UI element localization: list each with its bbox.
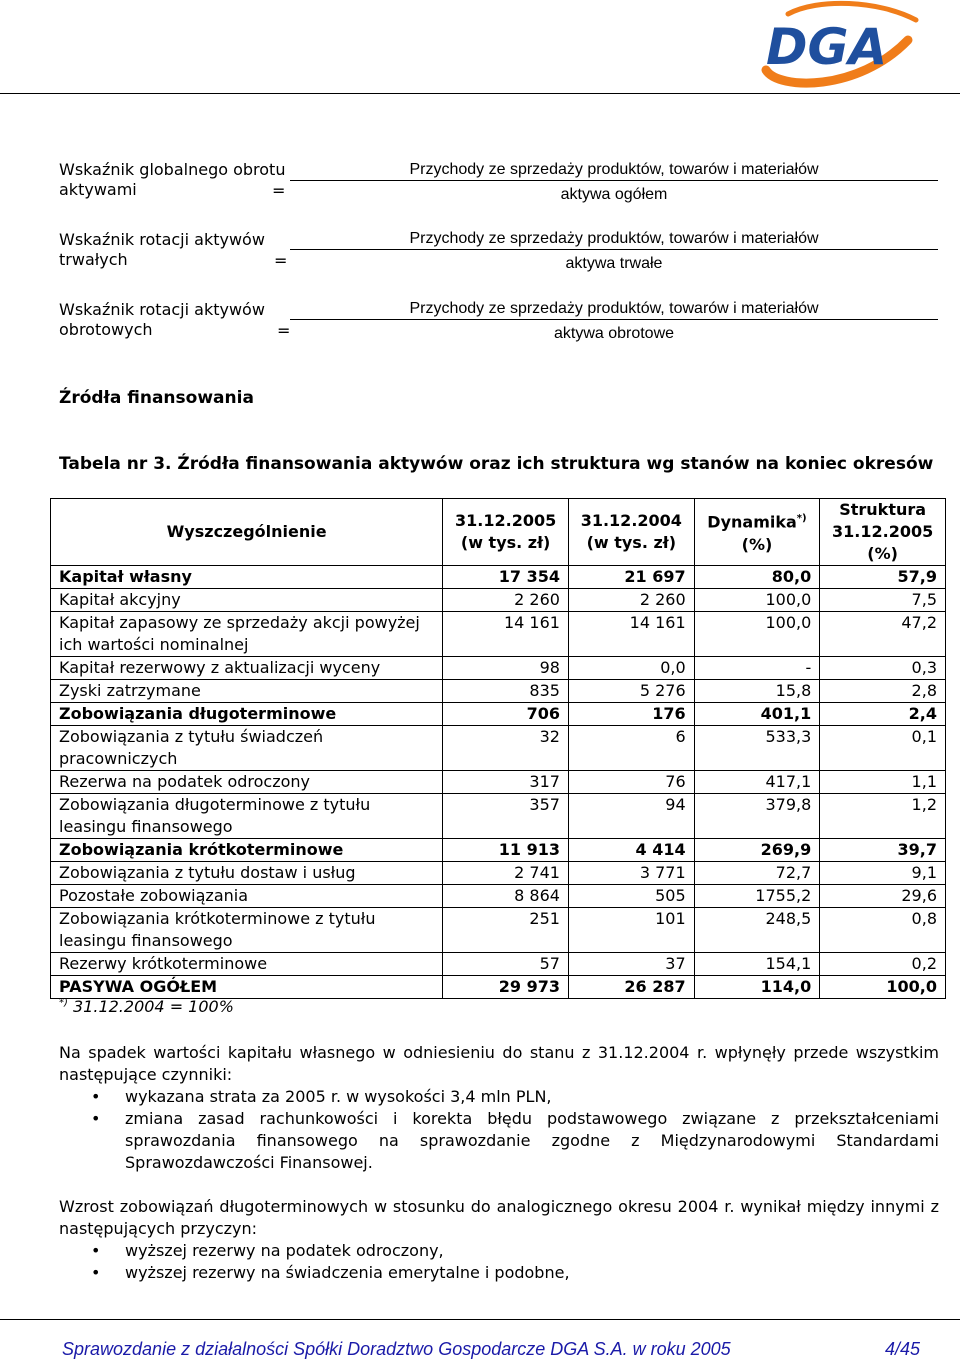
table-row [51,976,946,999]
value-dynamics: 100,0 [694,589,820,612]
value-structure: 29,6 [820,885,946,908]
value-structure: 39,7 [820,839,946,862]
table-footnote [59,997,234,1016]
table-row [51,566,946,589]
value-dynamics: 154,1 [694,953,820,976]
header-line: 31.12.2004 [580,511,682,530]
table-row [51,794,946,839]
value-structure: 0,3 [820,657,946,680]
formula-equals: = [277,321,291,340]
paragraph-liabilities: Wzrost zobowiązań długoterminowych w stosunku do analogicznego okresu 2004 r. wynikał między innymi z następujących przyczyn: [59,1197,939,1238]
value-2004: 4 414 [568,839,694,862]
footer-divider [0,1319,960,1320]
value-dynamics: 72,7 [694,862,820,885]
value-dynamics: 379,8 [694,794,820,839]
value-2004: 3 771 [568,862,694,885]
formula-label-line: trwałych [59,250,128,269]
row-label: Zobowiązania z tytułu dostaw i usług [51,862,443,885]
bullet-list-liabilities [59,1240,939,1284]
value-structure: 57,9 [820,566,946,589]
value-structure: 47,2 [820,612,946,657]
value-2005: 11 913 [443,839,569,862]
value-2005: 8 864 [443,885,569,908]
table-row [51,862,946,885]
header-line: Struktura [839,500,927,519]
table-row [51,657,946,680]
value-2004: 26 287 [568,976,694,999]
value-dynamics: 114,0 [694,976,820,999]
table-row [51,908,946,953]
value-2005: 57 [443,953,569,976]
value-dynamics: 533,3 [694,726,820,771]
table-title: Tabela nr 3. Źródła finansowania aktywów oraz ich struktura wg stanów na koniec okresów [59,454,934,474]
header-line: (w tys. zł) [586,533,677,552]
formula-label-1 [59,160,285,200]
row-label: Zobowiązania długoterminowe z tytułu leasingu finansowego [51,794,443,839]
formula-denominator: aktywa obrotowe [553,325,675,342]
value-2004: 5 276 [568,680,694,703]
value-structure: 0,2 [820,953,946,976]
table-row [51,771,946,794]
value-structure: 7,5 [820,589,946,612]
section-title: Źródła finansowania [59,388,254,408]
row-label: Zyski zatrzymane [51,680,443,703]
paragraph-equity: Na spadek wartości kapitału własnego w odniesieniu do stanu z 31.12.2004 r. wpłynęły przede wszystkim następujące czynniki: [59,1043,939,1084]
financing-sources-table [50,498,946,999]
header-line: (%) [741,534,773,554]
header-line: 31.12.2005 [832,522,934,541]
value-2004: 21 697 [568,566,694,589]
formula-label-line: aktywami [59,180,137,199]
header-2005 [443,499,569,566]
formula-numerator: Przychody ze sprzedaży produktów, towarów i materiałów [409,161,819,178]
value-2005: 14 161 [443,612,569,657]
value-2005: 17 354 [443,566,569,589]
value-structure: 1,2 [820,794,946,839]
value-2004: 0,0 [568,657,694,680]
table-row [51,839,946,862]
value-2005: 32 [443,726,569,771]
fraction-line [290,180,938,181]
formula-equals: = [272,181,286,200]
row-label: Zobowiązania krótkoterminowe z tytułu leasingu finansowego [51,908,443,953]
formula-label-3 [59,300,265,340]
list-item: • wyższej rezerwy na świadczenia emerytalne i podobne, [59,1262,939,1284]
value-2004: 14 161 [568,612,694,657]
formula-numerator: Przychody ze sprzedaży produktów, towarów i materiałów [409,230,819,247]
value-2005: 98 [443,657,569,680]
value-structure: 2,4 [820,703,946,726]
row-label: Kapitał akcyjny [51,589,443,612]
value-2005: 357 [443,794,569,839]
formula-equals: = [274,251,288,270]
header-description: Wyszczególnienie [51,499,443,566]
fraction-line [290,249,938,250]
table-row [51,612,946,657]
header-line: (%) [867,544,898,563]
row-label: Rezerwy krótkoterminowe [51,953,443,976]
header-dynamics [694,499,820,566]
table-row [51,703,946,726]
table-row [51,726,946,771]
value-2005: 706 [443,703,569,726]
table-row [51,589,946,612]
row-label: Kapitał rezerwowy z aktualizacji wyceny [51,657,443,680]
value-2004: 94 [568,794,694,839]
value-2004: 76 [568,771,694,794]
value-2005: 251 [443,908,569,953]
value-dynamics: 15,8 [694,680,820,703]
footnote-marker: *) [59,997,68,1009]
row-label: Zobowiązania krótkoterminowe [51,839,443,862]
header-line [703,508,812,533]
footer-title: Sprawozdanie z działalności Spółki Doradztwo Gospodarcze DGA S.A. w roku 2005 [62,1339,731,1359]
formula-label-2 [59,230,265,270]
value-dynamics: 401,1 [694,703,820,726]
fraction-line [290,319,938,320]
row-label: Zobowiązania długoterminowe [51,703,443,726]
header-structure [820,499,946,566]
value-2005: 317 [443,771,569,794]
footnote-marker: *) [796,513,807,525]
table-row [51,885,946,908]
formula-label-line: Wskaźnik rotacji aktywów [59,300,265,319]
value-2005: 2 260 [443,589,569,612]
header-divider [0,93,960,94]
value-dynamics: 80,0 [694,566,820,589]
value-2004: 176 [568,703,694,726]
value-structure: 1,1 [820,771,946,794]
formula-numerator: Przychody ze sprzedaży produktów, towarów i materiałów [409,300,819,317]
row-label: Kapitał własny [51,566,443,589]
value-2004: 6 [568,726,694,771]
header-line: 31.12.2005 [455,511,557,530]
value-dynamics: 269,9 [694,839,820,862]
value-structure: 2,8 [820,680,946,703]
value-dynamics: 1755,2 [694,885,820,908]
value-2004: 37 [568,953,694,976]
value-2005: 835 [443,680,569,703]
value-2004: 2 260 [568,589,694,612]
list-item: • wyższej rezerwy na podatek odroczony, [59,1240,939,1262]
company-logo [748,0,924,88]
table-row [51,953,946,976]
list-item: • zmiana zasad rachunkowości i korekta błędu podstawowego związane z przekształceniami sprawozdania finansowego na sprawozdanie zgodne z Międzynarodowymi Standardami Sprawozdawczości Finansowej. [59,1108,939,1174]
header-text: Dynamika [707,512,797,532]
table-row [51,680,946,703]
value-2005: 29 973 [443,976,569,999]
table-header-row [51,499,946,566]
row-label: Rezerwa na podatek odroczony [51,771,443,794]
logo-text: DGA [766,18,888,76]
formula-label-line: Wskaźnik rotacji aktywów [59,230,265,249]
formula-denominator: aktywa ogółem [560,186,668,203]
list-item: • wykazana strata za 2005 r. w wysokości 3,4 mln PLN, [59,1086,939,1108]
value-2004: 505 [568,885,694,908]
row-label: Zobowiązania z tytułu świadczeń pracowniczych [51,726,443,771]
value-2004: 101 [568,908,694,953]
value-dynamics: 248,5 [694,908,820,953]
value-structure: 0,1 [820,726,946,771]
value-structure: 100,0 [820,976,946,999]
page-number: 4/45 [884,1339,920,1359]
value-dynamics: 100,0 [694,612,820,657]
footnote-text: 31.12.2004 = 100% [67,997,234,1016]
value-structure: 9,1 [820,862,946,885]
header-line: (w tys. zł) [460,533,551,552]
value-dynamics: - [694,657,820,680]
row-label: Pozostałe zobowiązania [51,885,443,908]
row-label: PASYWA OGÓŁEM [51,976,443,999]
header-2004 [568,499,694,566]
formula-denominator: aktywa trwałe [565,255,663,272]
value-structure: 0,8 [820,908,946,953]
table-body [51,566,946,999]
formula-label-line: obrotowych [59,320,153,339]
value-2005: 2 741 [443,862,569,885]
row-label: Kapitał zapasowy ze sprzedaży akcji powyżej ich wartości nominalnej [51,612,443,657]
bullet-list-equity [59,1086,939,1174]
formula-label-line: Wskaźnik globalnego obrotu [59,160,286,179]
value-dynamics: 417,1 [694,771,820,794]
